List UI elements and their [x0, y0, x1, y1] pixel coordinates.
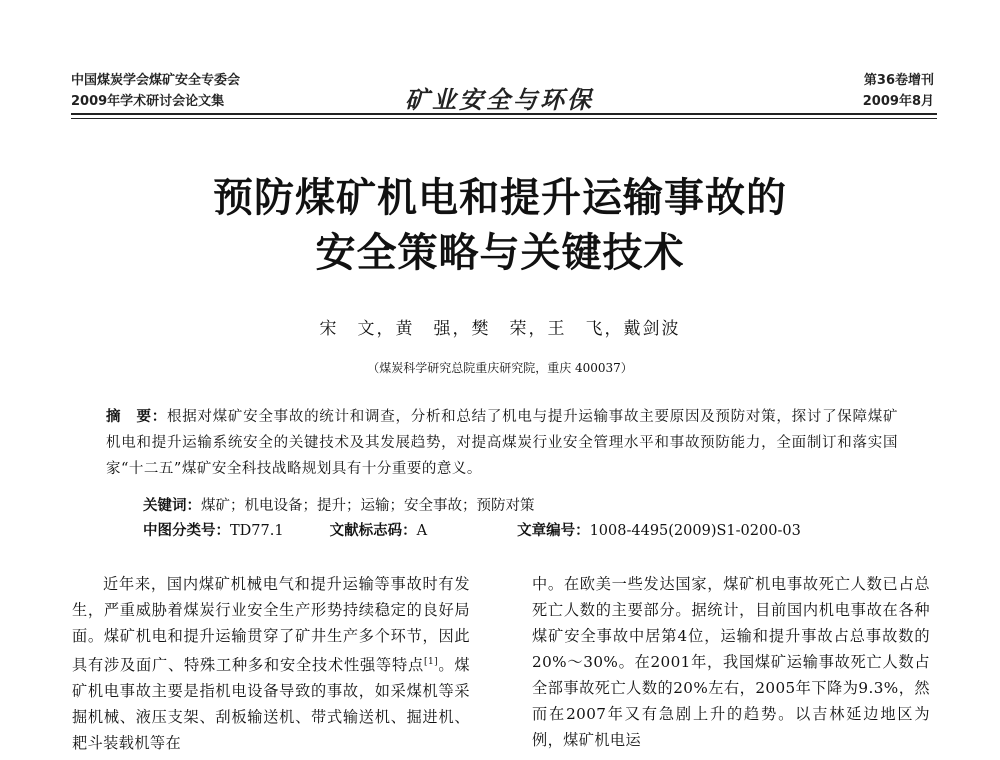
- body-right-text: 中。在欧美一些发达国家，煤矿机电事故死亡人数已占总死亡人数的主要部分。据统计，目前国内机电事故在各种煤矿安全事故中居第4位，运输和提升事故占总事故数的20%～30%。在2001年，我国煤矿运输事故死亡人数占全部事故死亡人数的20%左右，2005年下降为9.3%，然而在2007年又有急剧上升的趋势。以吉林延边地区为例，煤矿机电运: [532, 575, 930, 749]
- article-number-value: 1008-4495(2009)S1-0200-03: [589, 523, 801, 539]
- clc-label: 中图分类号：: [143, 523, 230, 539]
- paper-title-line1: 预防煤矿机电和提升运输事故的: [213, 175, 787, 221]
- citation-ref: [1]: [424, 657, 438, 667]
- keywords-text: 煤矿；机电设备；提升；运输；安全事故；预防对策: [201, 498, 535, 514]
- paper-title-line2: 安全策略与关键技术: [315, 230, 685, 276]
- header-rule-thin: [71, 118, 937, 119]
- header-proceedings: 2009年学术研讨会论文集: [71, 94, 225, 109]
- body-column-right: [532, 571, 930, 753]
- keywords-label: 关键词：: [143, 498, 201, 514]
- header-society: 中国煤炭学会煤矿安全专委会: [71, 73, 241, 88]
- body-left-text-1: 近年来，国内煤矿机械电气和提升运输等事故时有发生，严重威胁着煤炭行业安全生产形势持续稳定的良好局面。煤矿机电和提升运输贯穿了矿井生产多个环节，因此具有涉及面广、特殊工种多和安全技术性强等特点: [72, 575, 470, 675]
- body-paragraph: [72, 571, 470, 756]
- abstract-text: 根据对煤矿安全事故的统计和调查，分析和总结了机电与提升运输事故主要原因及预防对策，探讨了保障煤矿机电和提升运输系统安全的关键技术及其发展趋势，对提高煤炭行业安全管理水平和事故预防能力，全面制订和落实国家“十二五”煤矿安全科技战略规划具有十分重要的意义。: [106, 409, 899, 477]
- header-rule-thick: [71, 113, 937, 115]
- doc-code-value: A: [416, 523, 428, 539]
- abstract: [106, 404, 898, 482]
- authors: 宋 文，黄 强，樊 荣，王 飞，戴剑波: [319, 319, 681, 339]
- header-right: [863, 70, 934, 112]
- keywords: [143, 494, 535, 515]
- classification-line: [143, 519, 903, 540]
- abstract-label: 摘 要：: [106, 409, 167, 425]
- doc-code-label: 文献标志码：: [329, 523, 417, 539]
- header-left: [71, 70, 240, 112]
- affiliation: （煤炭科学研究总院重庆研究院，重庆 400037）: [367, 361, 633, 375]
- header-date: 2009年8月: [862, 94, 934, 109]
- journal-name: 矿业安全与环保: [405, 85, 594, 114]
- article-number-label: 文章编号：: [517, 523, 590, 539]
- body-column-left: [72, 571, 470, 756]
- body-left-text-2: 。煤矿机电事故主要是指机电设备导致的事故，如采煤机等采掘机械、液压支架、刮板输送机、带式输送机、掘进机、耙斗装载机等在: [72, 656, 470, 753]
- header-volume: 第36卷增刊: [863, 73, 934, 88]
- clc-value: TD77.1: [230, 523, 284, 539]
